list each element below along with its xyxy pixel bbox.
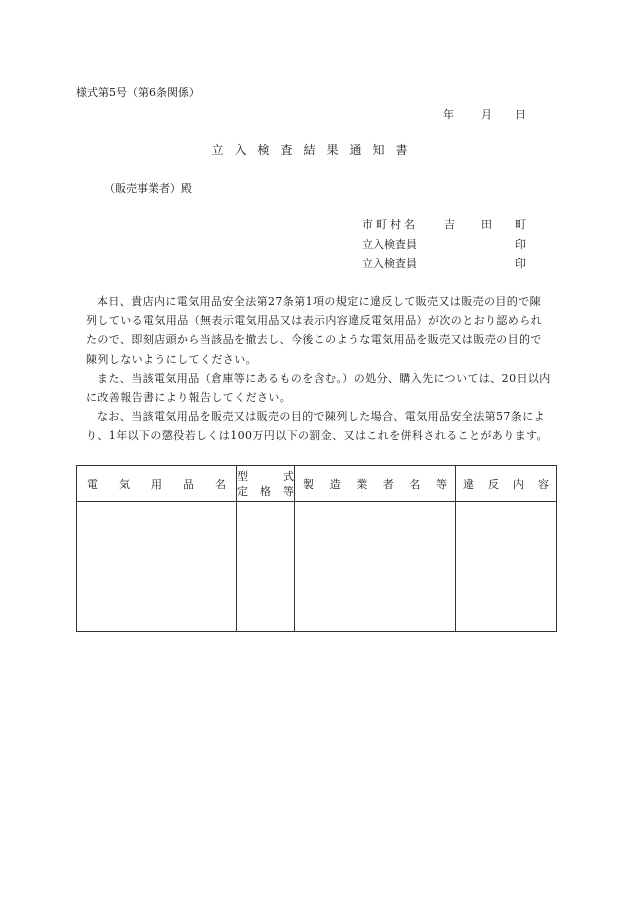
date-month-label: 月	[481, 108, 492, 121]
form-number: 様式第5号（第6条関係）	[76, 86, 200, 99]
header-model-text: 型式	[237, 469, 294, 483]
inspector-seal: 印	[515, 238, 526, 251]
body-paragraph: 本日、貴店内に電気用品安全法第27条第1項の規定に違反して販売又は販売の目的で陳列している電気用品（無表示電気用品又は表示内容違反電気用品）が次のとおり認められたので、即刻店頭から当該品を撤去し、今後このような電気用品を販売又は販売の目的で陳列しないようにしてください。	[86, 295, 542, 366]
inspector-seal: 印	[515, 257, 526, 270]
date-day-label: 日	[515, 108, 526, 121]
municipality-name-char: 町	[515, 218, 526, 231]
municipality-name-char: 吉	[444, 218, 455, 231]
document-title: 立入検査結果通知書	[211, 143, 419, 157]
header-manufacturer	[295, 466, 456, 502]
header-manufacturer-text: 製造業者名等	[303, 477, 447, 491]
notice-body	[86, 292, 552, 446]
header-violation-text: 違反内容	[463, 477, 549, 491]
addressee: （販売事業者）殿	[104, 182, 192, 195]
manufacturer-cell	[295, 502, 456, 632]
table-header-row	[77, 466, 557, 502]
violation-cell	[456, 502, 557, 632]
date-year-label: 年	[443, 108, 454, 121]
table-row	[77, 502, 557, 632]
header-rating-text: 定格等	[237, 484, 294, 498]
header-product-name-text: 電気用品名	[87, 477, 226, 491]
header-model-rating	[237, 466, 295, 502]
inspector-label: 立入検査員	[362, 238, 417, 251]
model-rating-cell	[237, 502, 295, 632]
municipality-label: 市町村名	[362, 218, 418, 231]
header-violation	[456, 466, 557, 502]
products-table	[76, 465, 557, 632]
municipality-name-char: 田	[481, 218, 492, 231]
product-name-cell	[77, 502, 237, 632]
inspector-label: 立入検査員	[362, 257, 417, 270]
body-paragraph: なお、当該電気用品を販売又は販売の目的で陳列した場合、電気用品安全法第57条により、1年以下の懲役若しくは100万円以下の罰金、又はこれを併科されることがあります。	[86, 410, 548, 443]
body-paragraph: また、当該電気用品（倉庫等にあるものを含む。）の処分、購入先については、20日以内に改善報告書により報告してください。	[86, 371, 551, 405]
header-product-name	[77, 466, 237, 502]
